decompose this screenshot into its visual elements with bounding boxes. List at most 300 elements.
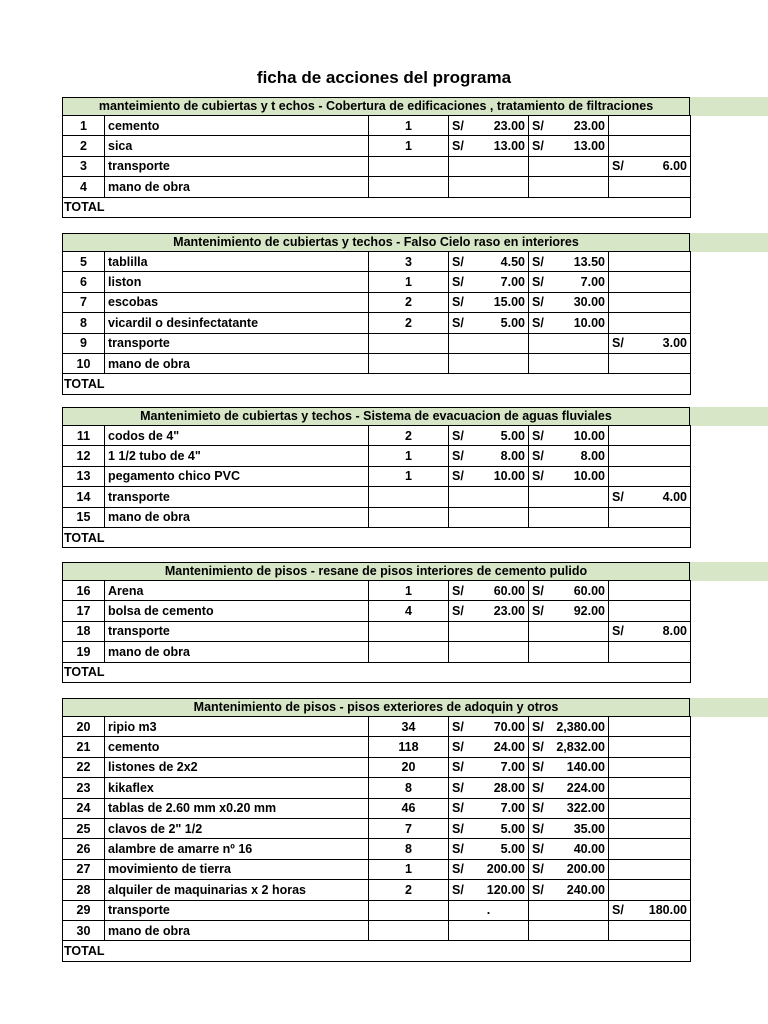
subtotal — [529, 466, 609, 486]
page-title: ficha de acciones del programa — [256, 68, 512, 87]
unit-price — [449, 859, 529, 879]
subtotal — [529, 778, 609, 798]
item-number: 2 — [63, 136, 105, 156]
item-quantity: 1 — [369, 272, 449, 292]
table-row — [63, 116, 691, 136]
subtotal — [529, 859, 609, 879]
currency-symbol: S/ — [532, 604, 544, 619]
item-description: Arena — [105, 581, 369, 601]
item-description: sica — [105, 136, 369, 156]
extra-cost — [609, 818, 691, 838]
item-description: transporte — [105, 156, 369, 176]
amount: 8.00 — [662, 624, 687, 639]
item-number: 15 — [63, 507, 105, 527]
item-description: mano de obra — [105, 507, 369, 527]
table-row — [63, 466, 691, 486]
subtotal — [529, 252, 609, 272]
table-row — [63, 333, 691, 353]
currency-symbol: S/ — [452, 469, 464, 484]
item-description: tablilla — [105, 252, 369, 272]
currency-symbol: S/ — [532, 315, 544, 330]
item-description: transporte — [105, 900, 369, 920]
currency-symbol: S/ — [532, 842, 544, 857]
amount: 28.00 — [493, 780, 525, 795]
currency-symbol: S/ — [452, 780, 464, 795]
currency-symbol: S/ — [532, 275, 544, 290]
extra-cost — [609, 778, 691, 798]
items-table — [62, 716, 691, 962]
currency-symbol: S/ — [452, 862, 464, 877]
subtotal — [529, 798, 609, 818]
section-header: manteimiento de cubiertas y t echos - Cobertura de edificaciones , tratamiento de filtraciones — [98, 99, 654, 113]
table-row — [63, 601, 691, 621]
currency-symbol: S/ — [532, 428, 544, 443]
amount: 8.00 — [580, 449, 605, 464]
unit-price — [449, 292, 529, 312]
extra-cost — [609, 272, 691, 292]
table-row — [63, 621, 691, 641]
items-table — [62, 425, 691, 548]
amount: 13.50 — [573, 254, 605, 269]
item-quantity — [369, 487, 449, 507]
item-number: 7 — [63, 292, 105, 312]
table-row — [63, 252, 691, 272]
extra-cost — [609, 116, 691, 136]
extra-cost — [609, 859, 691, 879]
item-quantity: 34 — [369, 717, 449, 737]
extra-cost — [609, 466, 691, 486]
item-number: 8 — [63, 313, 105, 333]
extra-cost — [609, 757, 691, 777]
item-description: mano de obra — [105, 642, 369, 662]
amount: 4.00 — [662, 489, 687, 504]
currency-symbol: S/ — [452, 275, 464, 290]
item-number: 18 — [63, 621, 105, 641]
amount: 40.00 — [573, 842, 605, 857]
extra-cost — [609, 642, 691, 662]
extra-cost — [609, 136, 691, 156]
item-quantity — [369, 920, 449, 940]
extra-cost — [609, 446, 691, 466]
unit-price — [449, 353, 529, 373]
amount: 5.00 — [500, 428, 525, 443]
extra-cost — [609, 798, 691, 818]
currency-symbol: S/ — [532, 780, 544, 795]
item-quantity: 46 — [369, 798, 449, 818]
amount: . — [486, 903, 491, 918]
item-quantity: 1 — [369, 116, 449, 136]
item-description: escobas — [105, 292, 369, 312]
item-description: kikaflex — [105, 778, 369, 798]
currency-symbol: S/ — [612, 336, 624, 351]
item-number: 17 — [63, 601, 105, 621]
amount: 24.00 — [493, 740, 525, 755]
unit-price — [449, 920, 529, 940]
currency-symbol: S/ — [612, 624, 624, 639]
section-header: Mantenimiento de cubiertas y techos - Falso Cielo raso en interiores — [173, 235, 579, 249]
amount: 7.00 — [580, 275, 605, 290]
currency-symbol: S/ — [452, 801, 464, 816]
item-number: 6 — [63, 272, 105, 292]
currency-symbol: S/ — [452, 604, 464, 619]
unit-price — [449, 487, 529, 507]
amount: 13.00 — [573, 139, 605, 154]
item-number: 19 — [63, 642, 105, 662]
unit-price — [449, 900, 529, 920]
item-number: 5 — [63, 252, 105, 272]
subtotal — [529, 333, 609, 353]
extra-cost — [609, 333, 691, 353]
item-quantity: 118 — [369, 737, 449, 757]
total-label: TOTAL — [63, 197, 691, 217]
subtotal — [529, 156, 609, 176]
unit-price — [449, 621, 529, 641]
subtotal — [529, 136, 609, 156]
amount: 4.50 — [500, 254, 525, 269]
item-quantity — [369, 900, 449, 920]
amount: 23.00 — [493, 604, 525, 619]
subtotal — [529, 601, 609, 621]
item-number: 30 — [63, 920, 105, 940]
item-description: bolsa de cemento — [105, 601, 369, 621]
extra-cost — [609, 292, 691, 312]
subtotal — [529, 446, 609, 466]
unit-price — [449, 737, 529, 757]
table-row — [63, 446, 691, 466]
subtotal — [529, 920, 609, 940]
table-row — [63, 507, 691, 527]
item-description: liston — [105, 272, 369, 292]
item-description: movimiento de tierra — [105, 859, 369, 879]
amount: 322.00 — [566, 801, 605, 816]
amount: 5.00 — [500, 842, 525, 857]
item-quantity: 2 — [369, 313, 449, 333]
unit-price — [449, 839, 529, 859]
item-quantity: 2 — [369, 292, 449, 312]
subtotal — [529, 353, 609, 373]
subtotal — [529, 900, 609, 920]
item-description: alquiler de maquinarias x 2 horas — [105, 880, 369, 900]
extra-cost — [609, 507, 691, 527]
amount: 2,380.00 — [556, 719, 605, 734]
item-description: mano de obra — [105, 177, 369, 197]
unit-price — [449, 333, 529, 353]
currency-symbol: S/ — [532, 449, 544, 464]
currency-symbol: S/ — [532, 719, 544, 734]
subtotal — [529, 818, 609, 838]
table-row — [63, 177, 691, 197]
unit-price — [449, 717, 529, 737]
item-quantity: 1 — [369, 136, 449, 156]
unit-price — [449, 466, 529, 486]
currency-symbol: S/ — [532, 139, 544, 154]
amount: 5.00 — [500, 315, 525, 330]
unit-price — [449, 601, 529, 621]
currency-symbol: S/ — [532, 469, 544, 484]
total-row — [63, 197, 691, 217]
item-quantity: 3 — [369, 252, 449, 272]
currency-symbol: S/ — [532, 295, 544, 310]
currency-symbol: S/ — [612, 903, 624, 918]
currency-symbol: S/ — [612, 489, 624, 504]
table-row — [63, 778, 691, 798]
currency-symbol: S/ — [452, 118, 464, 133]
table-row — [63, 156, 691, 176]
amount: 240.00 — [566, 882, 605, 897]
item-description: transporte — [105, 487, 369, 507]
item-number: 23 — [63, 778, 105, 798]
currency-symbol: S/ — [452, 295, 464, 310]
unit-price — [449, 818, 529, 838]
table-row — [63, 900, 691, 920]
amount: 10.00 — [493, 469, 525, 484]
subtotal — [529, 839, 609, 859]
item-quantity — [369, 642, 449, 662]
unit-price — [449, 136, 529, 156]
currency-symbol: S/ — [452, 882, 464, 897]
currency-symbol: S/ — [532, 801, 544, 816]
currency-symbol: S/ — [612, 159, 624, 174]
item-number: 12 — [63, 446, 105, 466]
amount: 10.00 — [573, 469, 605, 484]
item-number: 9 — [63, 333, 105, 353]
amount: 7.00 — [500, 801, 525, 816]
table-row — [63, 487, 691, 507]
item-number: 29 — [63, 900, 105, 920]
item-description: 1 1/2 tubo de 4" — [105, 446, 369, 466]
amount: 6.00 — [662, 159, 687, 174]
amount: 35.00 — [573, 821, 605, 836]
total-row — [63, 374, 691, 394]
item-number: 13 — [63, 466, 105, 486]
amount: 10.00 — [573, 315, 605, 330]
table-row — [63, 839, 691, 859]
item-quantity: 1 — [369, 859, 449, 879]
unit-price — [449, 642, 529, 662]
item-number: 27 — [63, 859, 105, 879]
subtotal — [529, 880, 609, 900]
extra-cost — [609, 717, 691, 737]
currency-symbol: S/ — [452, 315, 464, 330]
item-description: listones de 2x2 — [105, 757, 369, 777]
subtotal — [529, 507, 609, 527]
extra-cost — [609, 487, 691, 507]
subtotal — [529, 426, 609, 446]
item-number: 21 — [63, 737, 105, 757]
table-row — [63, 292, 691, 312]
item-number: 14 — [63, 487, 105, 507]
item-number: 1 — [63, 116, 105, 136]
item-number: 24 — [63, 798, 105, 818]
amount: 180.00 — [648, 903, 687, 918]
item-quantity: 8 — [369, 778, 449, 798]
amount: 60.00 — [493, 583, 525, 598]
item-description: cemento — [105, 737, 369, 757]
currency-symbol: S/ — [532, 254, 544, 269]
currency-symbol: S/ — [452, 139, 464, 154]
item-quantity — [369, 333, 449, 353]
item-description: vicardil o desinfectatante — [105, 313, 369, 333]
table-row — [63, 642, 691, 662]
item-number: 20 — [63, 717, 105, 737]
item-description: mano de obra — [105, 920, 369, 940]
table-row — [63, 353, 691, 373]
amount: 8.00 — [500, 449, 525, 464]
currency-symbol: S/ — [532, 882, 544, 897]
unit-price — [449, 798, 529, 818]
subtotal — [529, 177, 609, 197]
item-quantity: 20 — [369, 757, 449, 777]
item-description: ripio m3 — [105, 717, 369, 737]
item-quantity — [369, 353, 449, 373]
total-row — [63, 941, 691, 961]
currency-symbol: S/ — [452, 842, 464, 857]
currency-symbol: S/ — [532, 821, 544, 836]
amount: 23.00 — [493, 118, 525, 133]
subtotal — [529, 487, 609, 507]
item-quantity: 7 — [369, 818, 449, 838]
table-row — [63, 859, 691, 879]
items-table — [62, 580, 691, 683]
table-row — [63, 581, 691, 601]
item-quantity — [369, 177, 449, 197]
amount: 200.00 — [486, 862, 525, 877]
amount: 140.00 — [566, 760, 605, 775]
unit-price — [449, 116, 529, 136]
extra-cost — [609, 156, 691, 176]
unit-price — [449, 880, 529, 900]
table-row — [63, 757, 691, 777]
extra-cost — [609, 900, 691, 920]
item-quantity: 2 — [369, 880, 449, 900]
item-number: 25 — [63, 818, 105, 838]
currency-symbol: S/ — [452, 760, 464, 775]
item-number: 28 — [63, 880, 105, 900]
item-quantity — [369, 507, 449, 527]
amount: 70.00 — [493, 719, 525, 734]
currency-symbol: S/ — [532, 583, 544, 598]
amount: 200.00 — [566, 862, 605, 877]
unit-price — [449, 313, 529, 333]
amount: 5.00 — [500, 821, 525, 836]
item-number: 3 — [63, 156, 105, 176]
amount: 60.00 — [573, 583, 605, 598]
unit-price — [449, 177, 529, 197]
subtotal — [529, 737, 609, 757]
total-row — [63, 527, 691, 547]
currency-symbol: S/ — [452, 428, 464, 443]
items-table — [62, 251, 691, 395]
item-number: 4 — [63, 177, 105, 197]
subtotal — [529, 313, 609, 333]
currency-symbol: S/ — [452, 254, 464, 269]
item-quantity: 1 — [369, 466, 449, 486]
table-row — [63, 798, 691, 818]
item-description: tablas de 2.60 mm x0.20 mm — [105, 798, 369, 818]
unit-price — [449, 757, 529, 777]
currency-symbol: S/ — [532, 862, 544, 877]
amount: 2,832.00 — [556, 740, 605, 755]
unit-price — [449, 252, 529, 272]
subtotal — [529, 581, 609, 601]
currency-symbol: S/ — [532, 118, 544, 133]
item-number: 26 — [63, 839, 105, 859]
extra-cost — [609, 426, 691, 446]
item-description: transporte — [105, 333, 369, 353]
extra-cost — [609, 313, 691, 333]
amount: 13.00 — [493, 139, 525, 154]
item-quantity: 1 — [369, 581, 449, 601]
extra-cost — [609, 252, 691, 272]
amount: 15.00 — [493, 295, 525, 310]
item-quantity — [369, 621, 449, 641]
extra-cost — [609, 353, 691, 373]
table-row — [63, 272, 691, 292]
table-row — [63, 313, 691, 333]
amount: 23.00 — [573, 118, 605, 133]
table-row — [63, 920, 691, 940]
extra-cost — [609, 581, 691, 601]
total-label: TOTAL — [63, 374, 691, 394]
unit-price — [449, 446, 529, 466]
total-label: TOTAL — [63, 662, 691, 682]
currency-symbol: S/ — [532, 740, 544, 755]
unit-price — [449, 156, 529, 176]
item-description: codos de 4" — [105, 426, 369, 446]
unit-price — [449, 426, 529, 446]
amount: 7.00 — [500, 760, 525, 775]
extra-cost — [609, 880, 691, 900]
currency-symbol: S/ — [452, 449, 464, 464]
subtotal — [529, 642, 609, 662]
table-row — [63, 880, 691, 900]
unit-price — [449, 778, 529, 798]
item-quantity: 8 — [369, 839, 449, 859]
unit-price — [449, 272, 529, 292]
subtotal — [529, 621, 609, 641]
currency-symbol: S/ — [452, 740, 464, 755]
total-row — [63, 662, 691, 682]
extra-cost — [609, 177, 691, 197]
item-description: alambre de amarre nº 16 — [105, 839, 369, 859]
extra-cost — [609, 621, 691, 641]
currency-symbol: S/ — [452, 583, 464, 598]
amount: 3.00 — [662, 336, 687, 351]
item-number: 11 — [63, 426, 105, 446]
item-description: cemento — [105, 116, 369, 136]
item-description: transporte — [105, 621, 369, 641]
currency-symbol: S/ — [452, 821, 464, 836]
section-header: Mantenimieto de cubiertas y techos - Sistema de evacuacion de aguas fluviales — [140, 409, 612, 423]
item-number: 22 — [63, 757, 105, 777]
item-description: clavos de 2" 1/2 — [105, 818, 369, 838]
subtotal — [529, 292, 609, 312]
items-table — [62, 115, 691, 218]
currency-symbol: S/ — [532, 760, 544, 775]
table-row — [63, 136, 691, 156]
extra-cost — [609, 601, 691, 621]
total-label: TOTAL — [63, 527, 691, 547]
amount: 30.00 — [573, 295, 605, 310]
amount: 120.00 — [486, 882, 525, 897]
subtotal — [529, 757, 609, 777]
amount: 7.00 — [500, 275, 525, 290]
item-quantity: 4 — [369, 601, 449, 621]
item-quantity: 1 — [369, 446, 449, 466]
section-header: Mantenimiento de pisos - pisos exteriores de adoquin y otros — [193, 700, 559, 714]
table-row — [63, 717, 691, 737]
item-quantity: 2 — [369, 426, 449, 446]
